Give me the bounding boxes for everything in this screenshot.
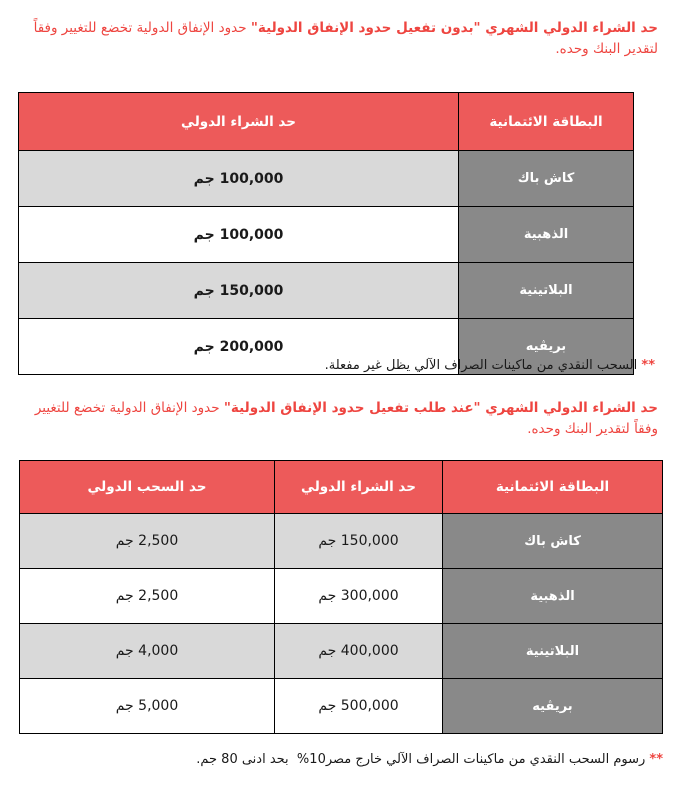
withdraw-limit-cell: 2,500 جم <box>20 569 275 624</box>
section1-heading-rest: حدود الإنفاق الدولية تخضع للتغيير وفقاً لتقدير البنك وحده. <box>33 20 658 57</box>
table-header-row <box>19 93 634 151</box>
purchase-limit-cell: 400,000 جم <box>275 624 443 679</box>
table-row <box>20 514 663 569</box>
table-row <box>19 207 634 263</box>
section2-heading-bold: حد الشراء الدولي الشهري "عند طلب تفعيل حدود الإنفاق الدولية" <box>223 400 658 416</box>
table-row <box>20 679 663 734</box>
card-name-cell: الذهبية <box>459 207 634 263</box>
atm-fee-footnote <box>196 752 663 767</box>
atm-withdrawal-footnote <box>325 358 655 373</box>
table-row <box>20 569 663 624</box>
footnote-asterisks: ** <box>641 358 655 373</box>
section2-heading <box>0 374 676 440</box>
card-name-cell: كاش باك <box>459 151 634 207</box>
card-name-cell: البلاتينية <box>443 624 663 679</box>
card-name-cell: البلاتينية <box>459 263 634 319</box>
column-header-card: البطاقة الائتمانية <box>443 461 663 514</box>
footnote-text: رسوم السحب النقدي من ماكينات الصراف الآلي خارج مصر10% بحد ادنى 80 جم. <box>196 752 650 767</box>
withdraw-limit-cell: 2,500 جم <box>20 514 275 569</box>
table-row <box>20 624 663 679</box>
card-name-cell: بريڤيه <box>459 319 634 375</box>
column-header-card: البطاقة الائتمانية <box>459 93 634 151</box>
table-header-row <box>20 461 663 514</box>
card-name-cell: بريڤيه <box>443 679 663 734</box>
card-name-cell: الذهبية <box>443 569 663 624</box>
card-name-cell: كاش باك <box>443 514 663 569</box>
footnote-asterisks: ** <box>649 752 663 767</box>
withdraw-limit-cell: 4,000 جم <box>20 624 275 679</box>
footnote-text: السحب النقدي من ماكينات الصراف الآلي يظل غير مفعلة. <box>324 358 642 373</box>
column-header-purchase-limit: حد الشراء الدولي <box>275 461 443 514</box>
purchase-limit-cell: 100,000 جم <box>19 151 459 207</box>
purchase-limit-cell: 500,000 جم <box>275 679 443 734</box>
purchase-limit-cell: 150,000 جم <box>19 263 459 319</box>
column-header-purchase-limit: حد الشراء الدولي <box>19 93 459 151</box>
purchase-limit-cell: 100,000 جم <box>19 207 459 263</box>
section1-heading-bold: حد الشراء الدولي الشهري "بدون تفعيل حدود الإنفاق الدولية" <box>250 20 658 36</box>
section2-heading-rest: حدود الإنفاق الدولية تخضع للتغيير وفقاً لتقدير البنك وحده. <box>34 400 658 437</box>
section1-heading <box>0 0 676 60</box>
purchase-limit-cell: 200,000 جم <box>19 319 459 375</box>
purchase-limit-cell: 150,000 جم <box>275 514 443 569</box>
purchase-limit-table-with-activation <box>19 460 663 734</box>
purchase-limit-table-without-activation <box>18 92 634 375</box>
table-row <box>19 151 634 207</box>
column-header-withdraw-limit: حد السحب الدولي <box>20 461 275 514</box>
purchase-limit-cell: 300,000 جم <box>275 569 443 624</box>
table-row <box>19 263 634 319</box>
withdraw-limit-cell: 5,000 جم <box>20 679 275 734</box>
